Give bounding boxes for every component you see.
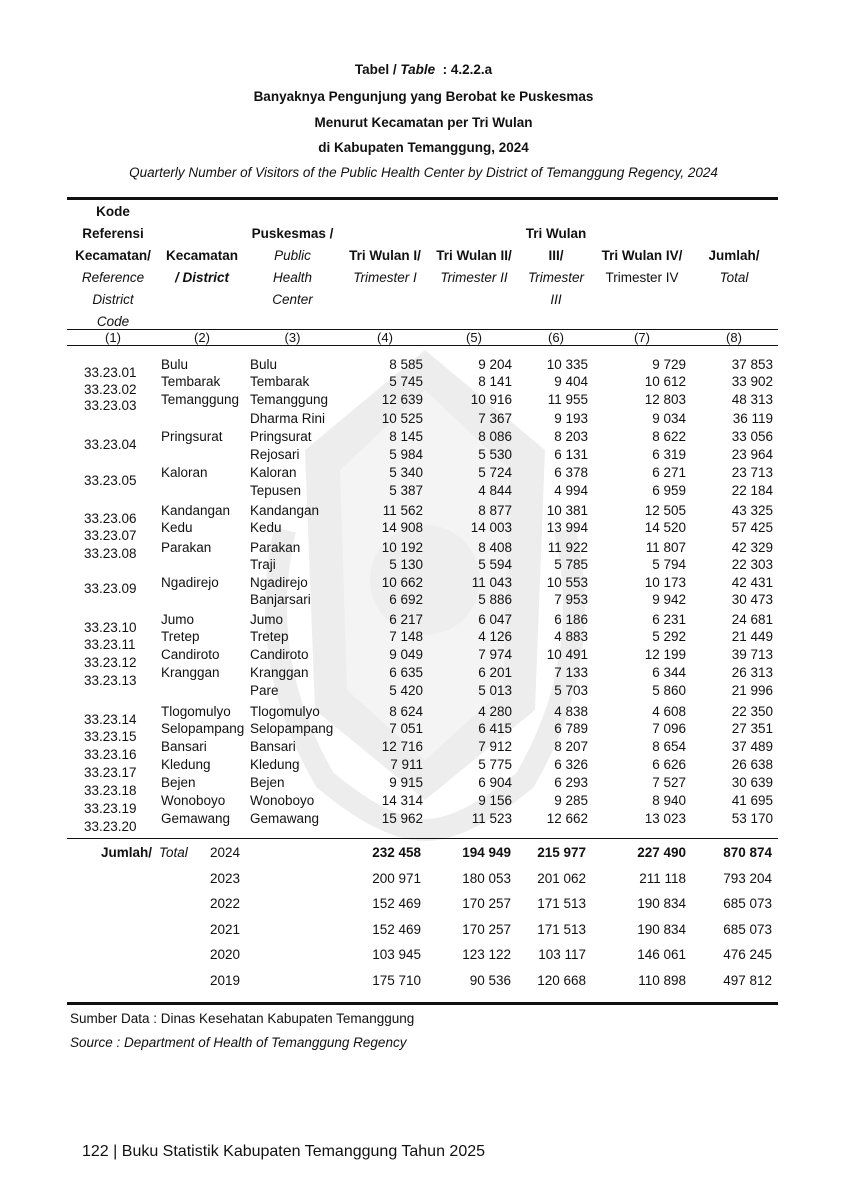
cell-q3: 11 922 <box>547 540 588 555</box>
cell-q1: 11 562 <box>382 503 423 518</box>
cell-q1: 15 962 <box>381 811 423 826</box>
cell-q2: 8 877 <box>478 503 512 518</box>
cell-q2: 6 047 <box>478 612 512 627</box>
totals-q3: 201 062 <box>537 871 586 886</box>
cell-code: 33.23.13 <box>84 673 137 688</box>
cell-code: 33.23.07 <box>84 528 137 543</box>
cell-q3: 7 133 <box>554 665 588 680</box>
cell-puskesmas: Banjarsari <box>250 592 311 607</box>
cell-code: 33.23.10 <box>84 620 137 635</box>
cell-q4: 4 608 <box>652 704 686 719</box>
cell-puskesmas: Dharma Rini <box>250 411 326 426</box>
table-row <box>0 575 847 596</box>
cell-q4: 13 023 <box>644 811 686 826</box>
source-indonesian: Sumber Data : Dinas Kesehatan Kabupaten Temanggung <box>70 1011 415 1026</box>
totals-year: 2020 <box>210 947 241 962</box>
column-number-1: (1) <box>105 330 121 345</box>
totals-year: 2019 <box>210 973 241 988</box>
totals-total: 685 073 <box>723 896 772 911</box>
column-number-4: (4) <box>377 330 393 345</box>
cell-q3: 9 193 <box>554 411 588 426</box>
totals-q4: 190 834 <box>637 896 686 911</box>
cell-district: Tretep <box>161 629 200 644</box>
cell-q1: 10 662 <box>381 575 423 590</box>
cell-total: 42 329 <box>731 540 773 555</box>
table-row <box>0 665 847 688</box>
cell-total: 21 996 <box>731 683 773 698</box>
header-q2: Tri Wulan II/ Trimester II <box>436 248 512 285</box>
cell-q1: 12 639 <box>381 392 423 407</box>
column-number-8: (8) <box>726 330 742 345</box>
cell-q2: 6 201 <box>478 665 512 680</box>
cell-total: 22 303 <box>731 557 773 572</box>
cell-district: Tembarak <box>161 374 221 389</box>
cell-q1: 8 624 <box>389 704 423 719</box>
cell-q2: 10 916 <box>470 392 512 407</box>
cell-q2: 5 724 <box>478 465 512 480</box>
cell-district: Temanggung <box>161 392 240 407</box>
header-q1: Tri Wulan I/ Trimester I <box>349 248 421 285</box>
table-row <box>0 704 847 727</box>
cell-district: Jumo <box>161 612 195 627</box>
cell-q2: 8 408 <box>478 540 512 555</box>
cell-q1: 9 915 <box>389 775 423 790</box>
cell-q1: 10 525 <box>381 411 423 426</box>
cell-code: 33.23.08 <box>84 546 137 561</box>
cell-code: 33.23.11 <box>84 637 136 652</box>
table-top-rule <box>67 197 778 200</box>
cell-total: 33 056 <box>731 429 773 444</box>
cell-q1: 5 340 <box>389 465 423 480</box>
cell-q4: 6 959 <box>652 483 686 498</box>
header-q4: Tri Wulan IV/ Trimester IV <box>601 248 683 285</box>
cell-district: Kandangan <box>161 503 231 518</box>
cell-q4: 9 729 <box>652 357 686 372</box>
cell-q4: 14 520 <box>644 520 686 535</box>
cell-district: Kranggan <box>161 665 220 680</box>
cell-q3: 13 994 <box>546 520 588 535</box>
cell-total: 33 902 <box>731 374 773 389</box>
cell-q2: 8 086 <box>478 429 512 444</box>
title-line-3: Menurut Kecamatan per Tri Wulan <box>314 115 533 130</box>
cell-q2: 7 912 <box>478 739 512 754</box>
table-row <box>0 520 847 543</box>
table-row <box>0 557 847 575</box>
cell-district: Bejen <box>161 775 196 790</box>
cell-q3: 8 207 <box>554 739 588 754</box>
cell-q1: 5 420 <box>389 683 423 698</box>
cell-puskesmas: Kandangan <box>250 503 320 518</box>
cell-total: 23 964 <box>731 447 773 462</box>
totals-total: 870 874 <box>723 845 772 860</box>
totals-q4: 211 118 <box>639 871 686 886</box>
totals-q3: 103 117 <box>538 947 586 962</box>
cell-q1: 8 585 <box>389 357 423 372</box>
cell-q3: 10 381 <box>546 503 588 518</box>
cell-district: Selopampang <box>161 721 245 736</box>
cell-q1: 8 145 <box>389 429 423 444</box>
cell-q2: 6 415 <box>478 721 512 736</box>
table-row <box>0 647 847 670</box>
cell-q3: 6 131 <box>554 447 588 462</box>
table-row <box>0 775 847 798</box>
cell-q3: 10 491 <box>546 647 588 662</box>
table-row <box>0 465 847 488</box>
cell-q4: 10 173 <box>644 575 686 590</box>
cell-q4: 6 231 <box>652 612 686 627</box>
cell-code: 33.23.14 <box>84 712 137 727</box>
cell-q4: 12 505 <box>644 503 686 518</box>
cell-q1: 6 635 <box>389 665 423 680</box>
totals-total: 497 812 <box>723 973 772 988</box>
totals-q1: 152 469 <box>372 922 421 937</box>
cell-total: 53 170 <box>731 811 773 826</box>
cell-total: 57 425 <box>731 520 773 535</box>
cell-code: 33.23.05 <box>84 473 137 488</box>
cell-q2: 11 043 <box>471 575 512 590</box>
cell-puskesmas: Tembarak <box>250 374 310 389</box>
cell-q3: 10 553 <box>546 575 588 590</box>
cell-q4: 8 940 <box>652 793 686 808</box>
cell-q4: 12 199 <box>644 647 686 662</box>
cell-q3: 9 404 <box>554 374 588 389</box>
cell-total: 27 351 <box>731 721 773 736</box>
cell-puskesmas: Bansari <box>250 739 296 754</box>
cell-total: 26 638 <box>731 757 773 772</box>
table-row <box>0 592 847 610</box>
table-row <box>0 683 847 701</box>
cell-total: 30 473 <box>731 592 773 607</box>
cell-q1: 5 130 <box>389 557 423 572</box>
cell-q2: 9 156 <box>478 793 512 808</box>
cell-district: Kedu <box>161 520 193 535</box>
cell-q4: 9 034 <box>652 411 686 426</box>
totals-row <box>0 871 847 891</box>
cell-q1: 7 051 <box>389 721 423 736</box>
cell-total: 48 313 <box>731 392 773 407</box>
cell-puskesmas: Wonoboyo <box>250 793 315 808</box>
cell-code: 33.23.17 <box>84 765 137 780</box>
cell-q2: 4 844 <box>478 483 512 498</box>
cell-q4: 6 271 <box>652 465 686 480</box>
cell-total: 22 350 <box>731 704 773 719</box>
cell-total: 22 184 <box>731 483 773 498</box>
table-row <box>0 429 847 452</box>
totals-q2: 180 053 <box>462 871 511 886</box>
cell-q1: 7 148 <box>389 629 423 644</box>
cell-code: 33.23.20 <box>84 819 137 834</box>
cell-puskesmas: Bejen <box>250 775 285 790</box>
cell-total: 43 325 <box>731 503 773 518</box>
cell-q3: 9 285 <box>554 793 588 808</box>
cell-district: Bansari <box>161 739 207 754</box>
cell-q4: 9 942 <box>652 592 686 607</box>
cell-puskesmas: Rejosari <box>250 447 300 462</box>
header-q3: Tri Wulan III/ Trimester III <box>525 226 587 307</box>
cell-total: 39 713 <box>731 647 773 662</box>
cell-total: 23 713 <box>731 465 773 480</box>
totals-row <box>0 845 847 865</box>
totals-row <box>0 973 847 993</box>
totals-q1: 175 710 <box>372 973 421 988</box>
cell-q2: 8 141 <box>478 374 512 389</box>
table-row <box>0 411 847 429</box>
title-line-4: di Kabupaten Temanggung, 2024 <box>318 140 529 155</box>
table-row <box>0 374 847 397</box>
totals-row <box>0 922 847 942</box>
header-puskesmas: Puskesmas / Public Health Center <box>251 226 334 307</box>
cell-puskesmas: Kedu <box>250 520 282 535</box>
totals-year: 2024 <box>210 845 241 860</box>
cell-q4: 6 626 <box>652 757 686 772</box>
totals-q1: 200 971 <box>372 871 421 886</box>
cell-q2: 7 974 <box>478 647 512 662</box>
table-number-line: Tabel / Table : 4.2.2.a <box>354 62 493 77</box>
cell-q4: 7 527 <box>652 775 686 790</box>
cell-q4: 6 344 <box>652 665 686 680</box>
totals-label-id: Jumlah/ <box>101 845 153 860</box>
header-rule-lower <box>67 345 778 346</box>
header-total: Jumlah/ Total <box>708 248 760 285</box>
cell-q2: 5 530 <box>478 447 512 462</box>
header-district: Kecamatan / District <box>165 248 239 285</box>
table-row <box>0 612 847 635</box>
cell-q3: 8 203 <box>554 429 588 444</box>
cell-q1: 5 387 <box>389 483 423 498</box>
cell-q1: 14 908 <box>381 520 423 535</box>
totals-q1: 152 469 <box>372 896 421 911</box>
title-english: Quarterly Number of Visitors of the Public Health Center by District of Temanggung Regency, 2024 <box>129 165 718 180</box>
totals-row <box>0 947 847 967</box>
totals-q2: 123 122 <box>462 947 511 962</box>
cell-q2: 9 204 <box>478 357 512 372</box>
column-number-2: (2) <box>194 330 210 345</box>
column-number-7: (7) <box>634 330 650 345</box>
table-row <box>0 721 847 744</box>
cell-puskesmas: Selopampang <box>250 721 334 736</box>
cell-q4: 5 292 <box>652 629 686 644</box>
column-number-6: (6) <box>548 330 564 345</box>
cell-code: 33.23.18 <box>84 783 137 798</box>
totals-row <box>0 896 847 916</box>
body-rule <box>67 838 778 839</box>
cell-q3: 10 335 <box>546 357 588 372</box>
cell-q2: 5 013 <box>478 683 512 698</box>
cell-q2: 5 594 <box>478 557 512 572</box>
cell-puskesmas: Parakan <box>250 540 301 555</box>
column-number-5: (5) <box>466 330 482 345</box>
cell-district: Gemawang <box>161 811 231 826</box>
cell-puskesmas: Bulu <box>250 357 278 372</box>
header-code: Kode Referensi Kecamatan/ Reference District Code <box>75 204 151 329</box>
totals-q2: 170 257 <box>462 922 511 937</box>
table-row <box>0 503 847 526</box>
totals-q4: 227 490 <box>637 845 686 860</box>
cell-q3: 4 883 <box>554 629 588 644</box>
table-row <box>0 392 847 413</box>
table-row <box>0 483 847 501</box>
cell-puskesmas: Candiroto <box>250 647 309 662</box>
cell-q3: 6 378 <box>554 465 588 480</box>
cell-total: 21 449 <box>731 629 773 644</box>
cell-puskesmas: Kaloran <box>250 465 297 480</box>
cell-code: 33.23.15 <box>84 729 137 744</box>
cell-q3: 5 703 <box>554 683 588 698</box>
cell-q3: 6 326 <box>554 757 588 772</box>
totals-q2: 90 536 <box>469 973 511 988</box>
cell-q4: 8 622 <box>652 429 686 444</box>
totals-total: 476 245 <box>723 947 772 962</box>
totals-label-en: Total <box>159 845 188 860</box>
cell-q1: 7 911 <box>390 757 423 772</box>
cell-puskesmas: Pare <box>250 683 279 698</box>
cell-q4: 11 807 <box>645 540 686 555</box>
cell-q4: 5 860 <box>652 683 686 698</box>
table-row <box>0 357 847 380</box>
cell-code: 33.23.01 <box>84 365 137 380</box>
table-row <box>0 447 847 465</box>
totals-q4: 110 898 <box>638 973 686 988</box>
totals-q4: 146 061 <box>637 947 686 962</box>
cell-district: Kledung <box>161 757 211 772</box>
totals-q4: 190 834 <box>637 922 686 937</box>
cell-q4: 6 319 <box>652 447 686 462</box>
cell-total: 42 431 <box>731 575 773 590</box>
cell-code: 33.23.09 <box>84 581 137 596</box>
table-row <box>0 811 847 834</box>
cell-puskesmas: Temanggung <box>250 392 329 407</box>
totals-q2: 194 949 <box>462 845 511 860</box>
cell-puskesmas: Tretep <box>250 629 289 644</box>
table-row <box>0 793 847 816</box>
cell-code: 33.23.03 <box>84 398 137 413</box>
cell-code: 33.23.04 <box>84 437 137 452</box>
cell-puskesmas: Gemawang <box>250 811 320 826</box>
cell-q3: 5 785 <box>554 557 588 572</box>
cell-district: Candiroto <box>161 647 220 662</box>
cell-puskesmas: Ngadirejo <box>250 575 308 590</box>
totals-total: 793 204 <box>723 871 772 886</box>
cell-code: 33.23.06 <box>84 511 137 526</box>
cell-q3: 6 789 <box>554 721 588 736</box>
totals-q3: 171 513 <box>537 896 586 911</box>
page-number: 122 <box>82 1143 109 1160</box>
totals-year: 2022 <box>210 896 241 911</box>
cell-puskesmas: Pringsurat <box>250 429 312 444</box>
totals-q1: 232 458 <box>372 845 421 860</box>
cell-q2: 7 367 <box>478 411 512 426</box>
cell-q3: 6 293 <box>554 775 588 790</box>
cell-q3: 6 186 <box>554 612 588 627</box>
cell-district: Bulu <box>161 357 189 372</box>
cell-puskesmas: Tlogomulyo <box>250 704 320 719</box>
table-row <box>0 757 847 780</box>
cell-total: 26 313 <box>731 665 773 680</box>
table-row <box>0 739 847 762</box>
cell-code: 33.23.19 <box>84 801 137 816</box>
totals-q3: 215 977 <box>537 845 586 860</box>
cell-q1: 14 314 <box>381 793 423 808</box>
cell-total: 30 639 <box>731 775 773 790</box>
totals-total: 685 073 <box>723 922 772 937</box>
cell-puskesmas: Jumo <box>250 612 284 627</box>
cell-q1: 6 692 <box>389 592 423 607</box>
cell-q2: 14 003 <box>470 520 512 535</box>
cell-q3: 4 994 <box>554 483 588 498</box>
cell-q1: 9 049 <box>389 647 423 662</box>
cell-total: 24 681 <box>731 612 773 627</box>
cell-district: Kaloran <box>161 465 208 480</box>
cell-district: Ngadirejo <box>161 575 219 590</box>
cell-q1: 12 716 <box>381 739 423 754</box>
cell-q4: 5 794 <box>652 557 686 572</box>
cell-q2: 11 523 <box>471 811 512 826</box>
column-number-3: (3) <box>284 330 301 345</box>
totals-year: 2023 <box>210 871 241 886</box>
cell-q3: 4 838 <box>554 704 588 719</box>
totals-q3: 120 668 <box>537 973 586 988</box>
title-line-2: Banyaknya Pengunjung yang Berobat ke Puskesmas <box>253 89 594 104</box>
totals-year: 2021 <box>210 922 241 937</box>
cell-q1: 10 192 <box>381 540 423 555</box>
cell-puskesmas: Tepusen <box>250 483 302 498</box>
cell-q4: 7 096 <box>652 721 686 736</box>
totals-q3: 171 513 <box>537 922 586 937</box>
cell-q3: 11 955 <box>547 392 588 407</box>
cell-total: 36 119 <box>732 411 773 426</box>
cell-district: Wonoboyo <box>161 793 226 808</box>
cell-code: 33.23.16 <box>84 747 137 762</box>
cell-q4: 8 654 <box>652 739 686 754</box>
cell-q2: 5 886 <box>478 592 512 607</box>
cell-puskesmas: Kranggan <box>250 665 309 680</box>
cell-puskesmas: Kledung <box>250 757 300 772</box>
totals-q1: 103 945 <box>372 947 421 962</box>
cell-q2: 4 280 <box>478 704 512 719</box>
totals-q2: 170 257 <box>462 896 511 911</box>
cell-district: Tlogomulyo <box>161 704 231 719</box>
cell-q4: 10 612 <box>644 374 686 389</box>
cell-q2: 4 126 <box>478 629 512 644</box>
cell-district: Parakan <box>161 540 212 555</box>
cell-puskesmas: Traji <box>250 557 276 572</box>
cell-q4: 12 803 <box>644 392 686 407</box>
footer-separator: | <box>113 1143 118 1160</box>
cell-q2: 6 904 <box>478 775 512 790</box>
cell-district: Pringsurat <box>161 429 223 444</box>
book-title: Buku Statistik Kabupaten Temanggung Tahun 2025 <box>121 1143 486 1160</box>
table-row <box>0 629 847 652</box>
cell-total: 37 853 <box>731 357 773 372</box>
source-english: Source : Department of Health of Temanggung Regency <box>70 1035 407 1050</box>
cell-q2: 5 775 <box>478 757 512 772</box>
cell-q1: 5 745 <box>389 374 423 389</box>
page-footer <box>82 1143 485 1161</box>
table-bottom-rule <box>67 1002 778 1005</box>
table-row <box>0 540 847 561</box>
cell-total: 37 489 <box>731 739 773 754</box>
cell-code: 33.23.12 <box>84 655 137 670</box>
cell-q1: 5 984 <box>389 447 423 462</box>
cell-total: 41 695 <box>731 793 773 808</box>
cell-q3: 12 662 <box>546 811 588 826</box>
cell-code: 33.23.02 <box>84 382 137 397</box>
cell-q1: 6 217 <box>389 612 423 627</box>
cell-q3: 7 953 <box>554 592 588 607</box>
